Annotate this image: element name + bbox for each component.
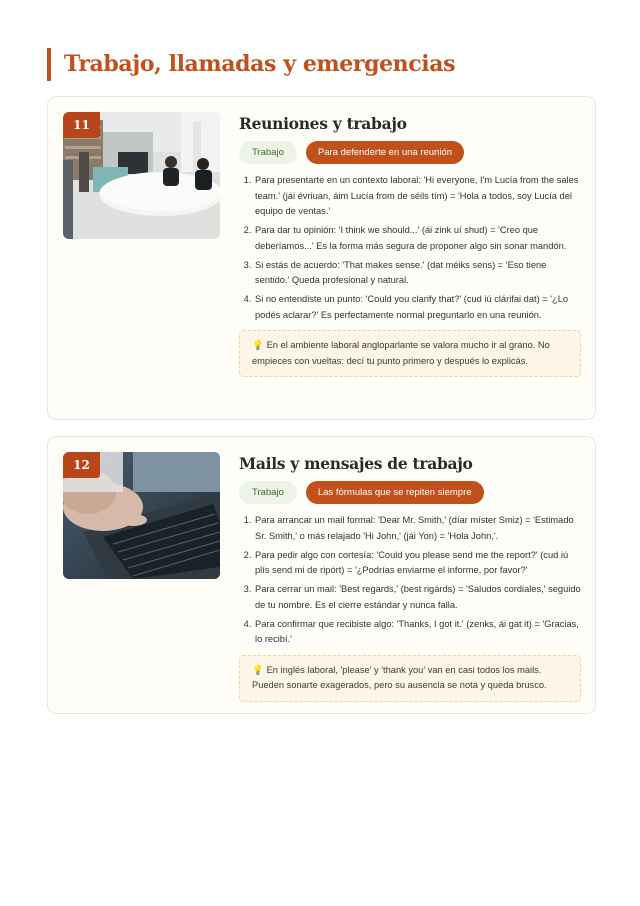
list-item: 2. Para pedir algo con cortesía: 'Could you please send me the report?' (cud iú plís send mi de ripórt) = '¿Podrías enviarme el informe, por favor?'	[254, 548, 581, 579]
topic-tag: Las fórmulas que se repiten siempre	[306, 481, 484, 504]
list-item: 3. Si estás de acuerdo: 'That makes sense.' (dat méiks sens) = 'Eso tiene sentido.' Queda profesional y natural.	[254, 258, 581, 289]
tip-box	[239, 655, 581, 702]
meeting-photo	[63, 112, 220, 239]
section-title: Trabajo, llamadas y emergencias	[47, 48, 455, 81]
lightbulb-icon: 💡	[252, 340, 264, 350]
phrase-list	[239, 173, 581, 323]
tip-box	[239, 330, 581, 377]
laptop-typing-photo	[63, 452, 220, 579]
tip-text: En inglés laboral, 'please' y 'thank you' van en casi todos los mails. Pueden sonarte exagerados, pero su ausencia se nota y queda brusco.	[252, 664, 547, 690]
lesson-number-badge: 11	[63, 112, 100, 138]
list-item: 4. Para confirmar que recibiste algo: 'Thanks, I got it.' (zenks, ái gat it) = 'Gracias, lo recibí.'	[254, 617, 581, 648]
topic-tag: Para defenderte en una reunión	[306, 141, 464, 164]
list-item: 1. Para presentarte en un contexto laboral: 'Hi everyone, I'm Lucía from the sales team.' (jái évriuan, áim Lucía from de séils tím) = 'Hola a todos, soy Lucía del equipo de ventas.'	[254, 173, 581, 220]
lesson-number-badge: 12	[63, 452, 100, 478]
list-item: 1. Para arrancar un mail formal: 'Dear Mr. Smith,' (díar míster Smiz) = 'Estimado Sr. Smith,' o más relajado 'Hi John,' (jái Yon) = 'Hola John,'.	[254, 513, 581, 544]
card-title: Mails y mensajes de trabajo	[239, 454, 473, 473]
list-item: 4. Si no entendiste un punto: 'Could you clarify that?' (cud iú clárifai dat) = '¿Lo podés aclarar?' Es perfectamente normal preguntarlo en una reunión.	[254, 292, 581, 323]
phrase-list	[239, 513, 581, 648]
lightbulb-icon: 💡	[252, 664, 264, 675]
list-item: 3. Para cerrar un mail: 'Best regards,' (best rigárds) = 'Saludos cordiales,' seguido de tu nombre. Es el cierre estándar y nunca falla.	[254, 582, 581, 613]
list-item: 2. Para dar tu opinión: 'I think we should...' (ái zink uí shud) = 'Creo que deberíamos...' Es la forma más segura de proponer algo sin sonar mandón.	[254, 223, 581, 254]
category-tag: Trabajo	[239, 141, 297, 164]
card-title: Reuniones y trabajo	[239, 114, 407, 133]
lesson-card	[47, 436, 596, 714]
category-tag: Trabajo	[239, 481, 297, 504]
lesson-card	[47, 96, 596, 420]
tip-text: En el ambiente laboral angloparlante se valora mucho ir al grano. No empieces con vueltas: decí tu punto primero y después lo explicás.	[252, 340, 550, 366]
